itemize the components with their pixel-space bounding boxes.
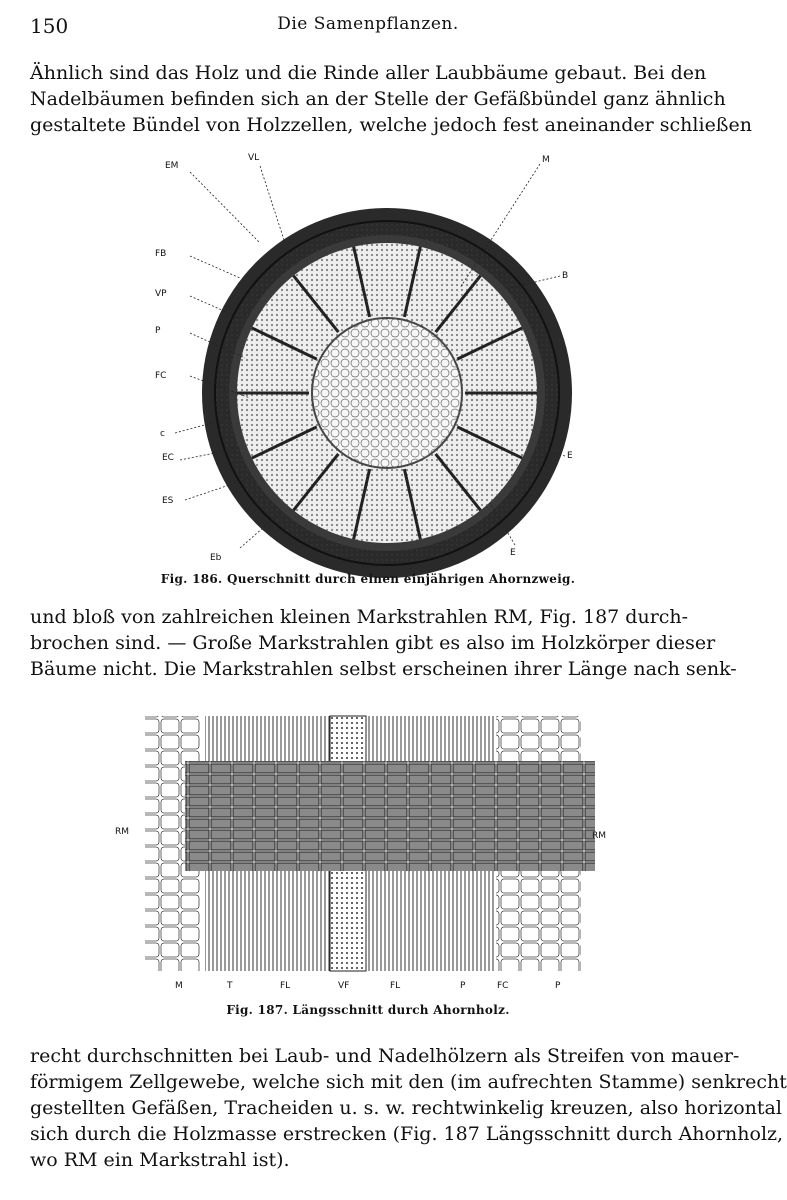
text-line: wo RM ein Markstrahl ist). bbox=[30, 1149, 290, 1171]
label-vf: VF bbox=[338, 981, 350, 991]
text-line: Bäume nicht. Die Markstrahlen selbst erscheinen ihrer Länge nach senk- bbox=[30, 658, 737, 680]
paragraph-1 bbox=[30, 60, 752, 138]
label-vl: VL bbox=[248, 153, 260, 163]
label-ec: EC bbox=[162, 453, 174, 463]
figure-186-cross-section bbox=[150, 148, 590, 568]
text-line: sich durch die Holzmasse erstrecken (Fig. 187 Längsschnitt durch Ahornholz, bbox=[30, 1123, 784, 1145]
label-e-bottom: E bbox=[510, 548, 516, 558]
label-vp: VP bbox=[155, 289, 167, 299]
label-fl: FL bbox=[390, 981, 401, 991]
cross-section-illustration bbox=[150, 148, 590, 568]
running-head: Die Samenpflanzen. bbox=[277, 14, 459, 34]
label-es: ES bbox=[162, 496, 174, 506]
label-rm-left: RM bbox=[115, 827, 130, 837]
label-p: P bbox=[155, 326, 161, 336]
label-m: M bbox=[175, 981, 183, 991]
medullary-ray-band bbox=[185, 761, 595, 871]
paragraph-3 bbox=[30, 1043, 787, 1173]
label-c: c bbox=[160, 429, 165, 439]
figure-187-caption: Fig. 187. Längsschnitt durch Ahornholz. bbox=[226, 1003, 510, 1017]
text-line: recht durchschnitten bei Laub- und Nadelhölzern als Streifen von mauer- bbox=[30, 1045, 740, 1067]
label-fc: FC bbox=[155, 371, 167, 381]
text-line: Nadelbäumen befinden sich an der Stelle der Gefäßbündel ganz ähnlich bbox=[30, 88, 726, 110]
figure-186-caption: Fig. 186. Querschnitt durch einen einjährigen Ahornzweig. bbox=[160, 572, 576, 586]
text-line: und bloß von zahlreichen kleinen Markstrahlen RM, Fig. 187 durch- bbox=[30, 606, 689, 628]
text-line: brochen sind. — Große Markstrahlen gibt es also im Holzkörper dieser bbox=[30, 632, 716, 654]
label-p: P bbox=[460, 981, 466, 991]
label-b: B bbox=[562, 271, 569, 281]
text-line: gestaltete Bündel von Holzzellen, welche jedoch fest aneinander schließen bbox=[30, 114, 752, 136]
label-m: M bbox=[542, 155, 550, 165]
label-em: EM bbox=[165, 161, 179, 171]
label-t: T bbox=[227, 981, 233, 991]
paragraph-2 bbox=[30, 604, 737, 682]
bottom-labels bbox=[175, 981, 561, 991]
label-e-right: E bbox=[567, 451, 573, 461]
label-eb: Eb bbox=[210, 553, 222, 563]
label-p: P bbox=[555, 981, 561, 991]
label-fb: FB bbox=[155, 249, 167, 259]
figure-187-longitudinal-section bbox=[100, 686, 645, 998]
page-number: 150 bbox=[30, 14, 69, 38]
text-line: förmigem Zellgewebe, welche sich mit den (im aufrechten Stamme) senkrecht bbox=[30, 1071, 787, 1093]
label-fc: FC bbox=[497, 981, 509, 991]
longitudinal-section-illustration bbox=[100, 686, 645, 998]
label-fl: FL bbox=[280, 981, 291, 991]
text-line: Ähnlich sind das Holz und die Rinde aller Laubbäume gebaut. Bei den bbox=[30, 62, 707, 84]
text-line: gestellten Gefäßen, Tracheiden u. s. w. rechtwinkelig kreuzen, also horizontal bbox=[30, 1097, 782, 1119]
label-rm-right: RM bbox=[592, 831, 607, 841]
